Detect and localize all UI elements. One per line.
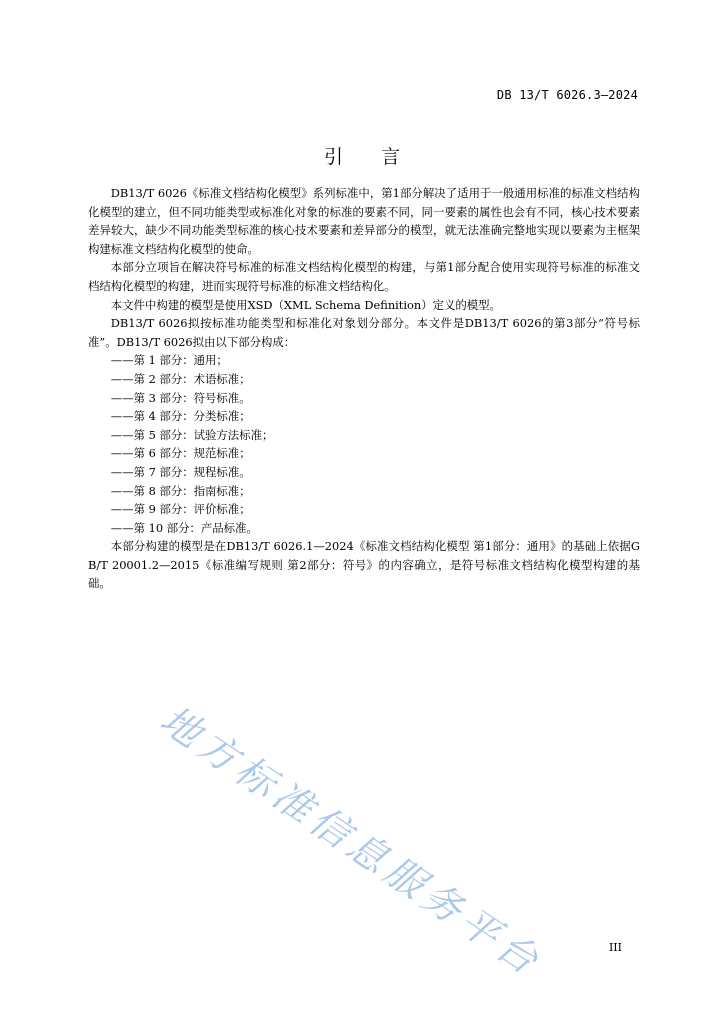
- list-item: ——第 1 部分：通用；: [110, 353, 228, 368]
- list-item: ——第 10 部分：产品标准。: [110, 520, 258, 535]
- list-item: ——第 3 部分：符号标准。: [110, 390, 251, 405]
- parts-list: [88, 351, 640, 537]
- intro-paragraph-1: DB13/T 6026《标准文档结构化模型》系列标准中，第1部分解决了适用于一般通用标准的标准文档结构化模型的建立，但不同功能类型或标准化对象的标准的要素不同，同一要素的属性也会有不同，核心技术要素差异较大，缺少不同功能类型标准的核心技术要素和差异部分的模型，就无法准确完整地实现以要素为主框架构建标准文档结构化模型的使命。: [88, 186, 640, 256]
- body-content: [88, 184, 640, 593]
- closing-paragraph: 本部分构建的模型是在DB13/T 6026.1—2024《标准文档结构化模型 第1部分：通用》的基础上依据GB/T 20001.2—2015《标准编写规则 第2部分：符号》的内容确立，是符号标准文档结构化模型构建的基础。: [88, 539, 640, 591]
- list-item: ——第 4 部分：分类标准；: [110, 409, 251, 424]
- intro-paragraph-4: DB13/T 6026拟按标准功能类型和标准化对象划分部分。本文件是DB13/T 6026的第3部分“符号标准”。DB13/T 6026拟由以下部分构成：: [88, 316, 640, 349]
- list-item: ——第 2 部分：术语标准；: [110, 371, 251, 386]
- list-item: ——第 8 部分：指南标准；: [110, 483, 251, 498]
- list-item: ——第 7 部分：规程标准。: [110, 464, 251, 479]
- page-number: III: [608, 941, 622, 954]
- watermark: 地方标准信息服务平台: [151, 697, 551, 987]
- section-heading: 引言: [323, 146, 438, 168]
- list-item: ——第 9 部分：评价标准；: [110, 502, 251, 517]
- list-item: ——第 6 部分：规范标准；: [110, 446, 251, 461]
- intro-paragraph-2: 本部分立项旨在解决符号标准的标准文档结构化模型的构建，与第1部分配合使用实现符号标准的标准文档结构化模型的构建，进而实现符号标准的标准文档结构化。: [88, 260, 640, 293]
- list-item: ——第 5 部分：试验方法标准；: [110, 427, 274, 442]
- intro-paragraph-3: 本文件中构建的模型是使用XSD（XML Schema Definition）定义的模型。: [110, 297, 501, 312]
- document-code: DB 13/T 6026.3—2024: [496, 88, 638, 102]
